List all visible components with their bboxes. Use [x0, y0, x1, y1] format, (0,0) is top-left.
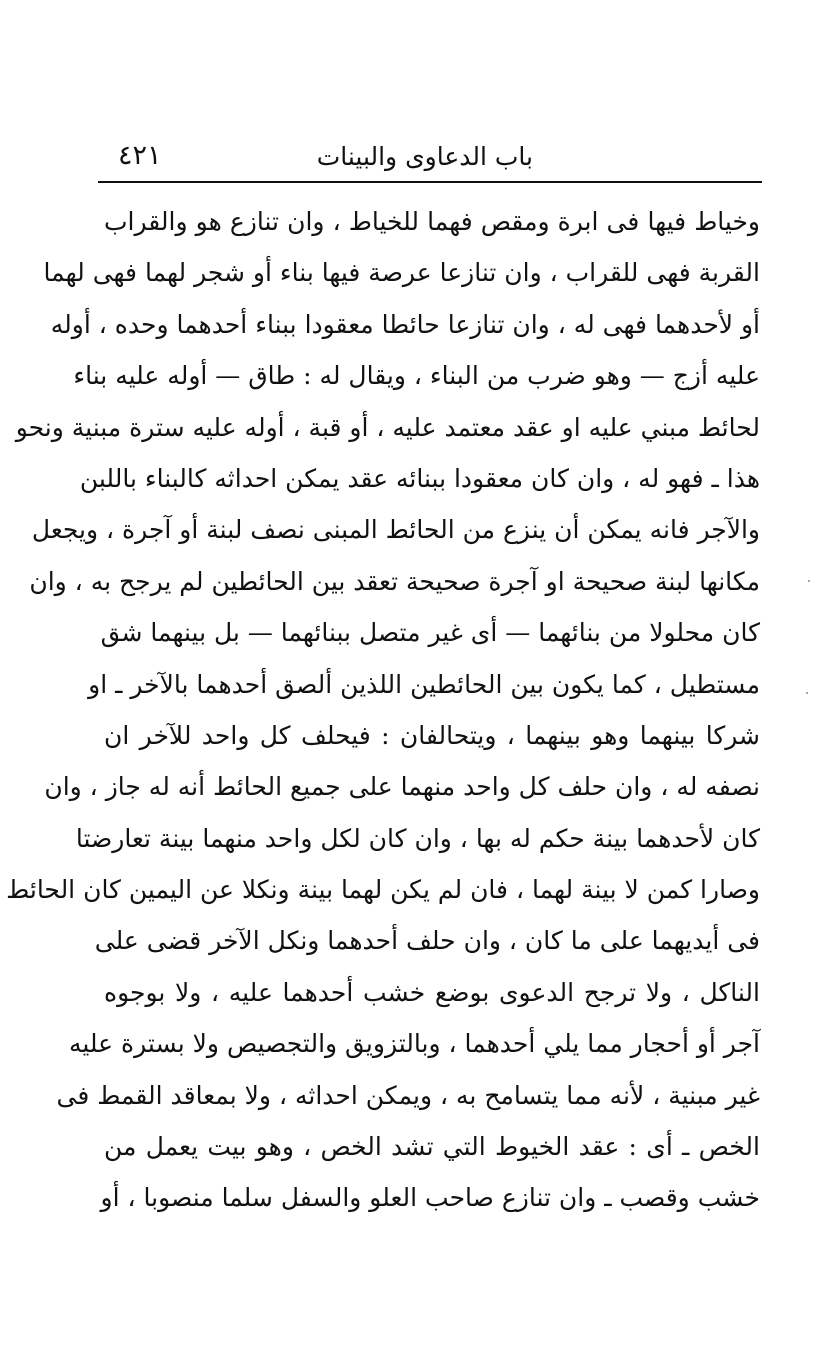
text-line: شركا بينهما وهو بينهما ، ويتحالفان : فيحلف كل واحد للآخر ان: [104, 720, 760, 750]
text-line: الناكل ، ولا ترجح الدعوى بوضع خشب أحدهما عليه ، ولا بوجوه: [104, 977, 760, 1007]
text-line: غير مبنية ، لأنه مما يتسامح به ، ويمكن احداثه ، ولا بمعاقد القمط فى: [56, 1080, 760, 1110]
scan-speck: [808, 580, 810, 582]
text-line: كان لأحدهما بينة حكم له بها ، وان كان لكل واحد منهما بينة تعارضتا: [75, 823, 760, 853]
scan-speck: [806, 692, 808, 694]
text-line: نصفه له ، وان حلف كل واحد منهما على جميع الحائط أنه له جاز ، وان: [44, 772, 760, 802]
text-line: هذا ـ فهو له ، وان كان معقودا ببنائه عقد يمكن احداثه كالبناء باللبن: [79, 463, 760, 493]
text-line: آجر أو أحجار مما يلي أحدهما ، وبالتزويق والتجصيص ولا بسترة عليه: [68, 1029, 760, 1059]
text-line: خشب وقصب ـ وان تنازع صاحب العلو والسفل سلما منصوبا ، أو: [100, 1183, 760, 1213]
text-line: وصارا كمن لا بينة لهما ، فان لم يكن لهما بينة ونكلا عن اليمين كان الحائط: [6, 875, 760, 905]
header-rule: [98, 181, 762, 183]
text-line: والآجر فانه يمكن أن ينزع من الحائط المبنى نصف لبنة أو آجرة ، ويجعل: [31, 515, 760, 545]
text-line: لحائط مبني عليه او عقد معتمد عليه ، أو قبة ، أوله عليه سترة مبنية ونحو: [15, 412, 760, 442]
text-line: أو لأحدهما فهى له ، وان تنازعا حائطا معقودا ببناء أحدهما وحده ، أوله: [50, 309, 760, 339]
page-header: [108, 140, 758, 180]
text-line: الخص ـ أى : عقد الخيوط التي تشد الخص ، وهو بيت يعمل من: [104, 1132, 760, 1162]
text-line: عليه أزج — وهو ضرب من البناء ، ويقال له : طاق — أوله عليه بناء: [73, 361, 760, 391]
running-title: باب الدعاوى والبينات: [316, 142, 533, 171]
page-number: ٤٢١: [118, 140, 162, 171]
text-line: مستطيل ، كما يكون بين الحائطين اللذين ألصق أحدهما بالآخر ـ او: [88, 669, 760, 699]
body-text: [6, 196, 760, 1224]
text-line: وخياط فيها فى ابرة ومقص فهما للخياط ، وان تنازع هو والقراب: [104, 207, 760, 236]
text-line: فى أيديهما على ما كان ، وان حلف أحدهما ونكل الآخر قضى على: [94, 926, 760, 956]
text-line: كان محلولا من بنائهما — أى غير متصل ببنائهما — بل بينهما شق: [100, 618, 760, 648]
text-line: القربة فهى للقراب ، وان تنازعا عرصة فيها بناء أو شجر لهما فهى لهما: [43, 258, 760, 288]
text-line: مكانها لبنة صحيحة او آجرة صحيحة تعقد بين الحائطين لم يرجح به ، وان: [29, 566, 760, 596]
